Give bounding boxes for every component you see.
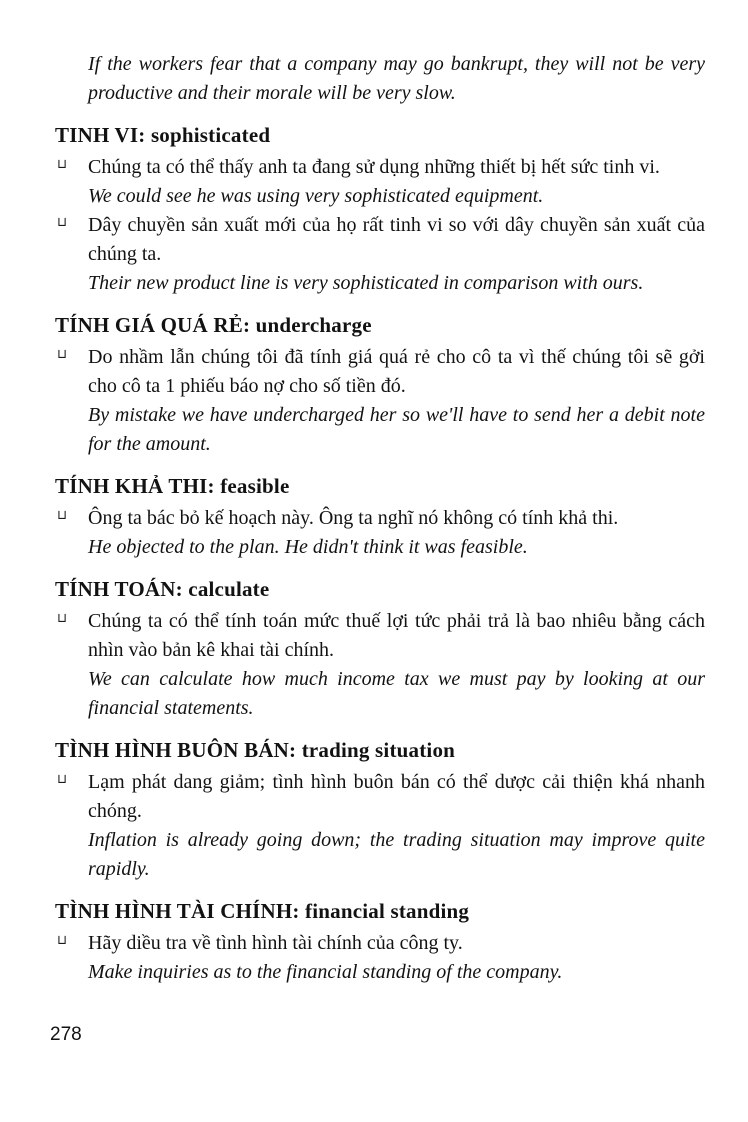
entry-heading (55, 472, 705, 501)
entry-term: TÌNH HÌNH TÀI CHÍNH: (55, 899, 300, 923)
dictionary-entry-tinh-toan (55, 575, 705, 723)
example (55, 343, 705, 459)
entry-heading (55, 736, 705, 765)
example (55, 929, 705, 987)
entry-meaning: undercharge (255, 313, 372, 337)
entry-meaning: calculate (188, 577, 270, 601)
example-english: Inflation is already going down; the trading situation may improve quite rapidly. (88, 829, 705, 880)
entry-heading (55, 311, 705, 340)
entry-heading (55, 575, 705, 604)
entry-meaning: feasible (220, 474, 290, 498)
square-bullet-icon: ⊔ (57, 157, 68, 172)
example-english: We can calculate how much income tax we must pay by looking at our financial statements. (88, 668, 705, 719)
entry-meaning: sophisticated (150, 123, 271, 147)
dictionary-entry-tinh-vi (55, 121, 705, 298)
dictionary-entry-tinh-kha-thi (55, 472, 705, 562)
entry-meaning: financial standing (305, 899, 470, 923)
dictionary-entry-tinh-hinh-buon-ban (55, 736, 705, 884)
page-number: 278 (50, 1024, 82, 1045)
page-content (55, 50, 705, 987)
example-vietnamese: Chúng ta có thể thấy anh ta đang sử dụng những thiết bị hết sức tinh vi. (88, 156, 660, 178)
entry-meaning: trading situation (301, 738, 456, 762)
example-english: Their new product line is very sophisticated in comparison with ours. (88, 272, 644, 294)
example-vietnamese: Chúng ta có thể tính toán mức thuế lợi tức phải trả là bao nhiêu bằng cách nhìn vào bản kê khai tài chính. (88, 610, 705, 661)
example-vietnamese: Do nhầm lẫn chúng tôi đã tính giá quá rẻ cho cô ta vì thế chúng tôi sẽ gởi cho cô ta 1 phiếu báo nợ cho số tiền đó. (88, 346, 705, 397)
example-english: He objected to the plan. He didn't think it was feasible. (88, 536, 528, 558)
square-bullet-icon: ⊔ (57, 347, 68, 362)
example-vietnamese: Ông ta bác bỏ kế hoạch này. Ông ta nghĩ nó không có tính khả thi. (88, 507, 619, 529)
entry-term: TINH VI: (55, 123, 146, 147)
intro-example-continuation: If the workers fear that a company may go bankrupt, they will not be very productive and their morale will be very slow. (88, 53, 705, 104)
square-bullet-icon: ⊔ (57, 215, 68, 230)
example-english: By mistake we have undercharged her so we'll have to send her a debit note for the amount. (88, 404, 705, 455)
entry-heading (55, 121, 705, 150)
example-vietnamese: Hãy diều tra về tình hình tài chính của công ty. (88, 932, 463, 954)
dictionary-entry-tinh-hinh-tai-chinh (55, 897, 705, 987)
entry-term: TÍNH GIÁ QUÁ RẺ: (55, 313, 251, 337)
square-bullet-icon: ⊔ (57, 772, 68, 787)
example (55, 768, 705, 884)
example (55, 607, 705, 723)
example-vietnamese: Lạm phát dang giảm; tình hình buôn bán có thể dược cải thiện khá nhanh chóng. (88, 771, 705, 822)
example-english: We could see he was using very sophisticated equipment. (88, 185, 544, 207)
entry-term: TÌNH HÌNH BUÔN BÁN: (55, 738, 297, 762)
dictionary-entry-tinh-gia-qua-re (55, 311, 705, 459)
square-bullet-icon: ⊔ (57, 611, 68, 626)
example-english: Make inquiries as to the financial standing of the company. (88, 961, 563, 983)
entry-term: TÍNH TOÁN: (55, 577, 183, 601)
example (55, 153, 705, 211)
example (55, 211, 705, 298)
example (55, 504, 705, 562)
entry-heading (55, 897, 705, 926)
square-bullet-icon: ⊔ (57, 933, 68, 948)
square-bullet-icon: ⊔ (57, 508, 68, 523)
entry-term: TÍNH KHẢ THI: (55, 474, 215, 498)
example-vietnamese: Dây chuyền sản xuất mới của họ rất tinh vi so với dây chuyền sản xuất của chúng ta. (88, 214, 705, 265)
